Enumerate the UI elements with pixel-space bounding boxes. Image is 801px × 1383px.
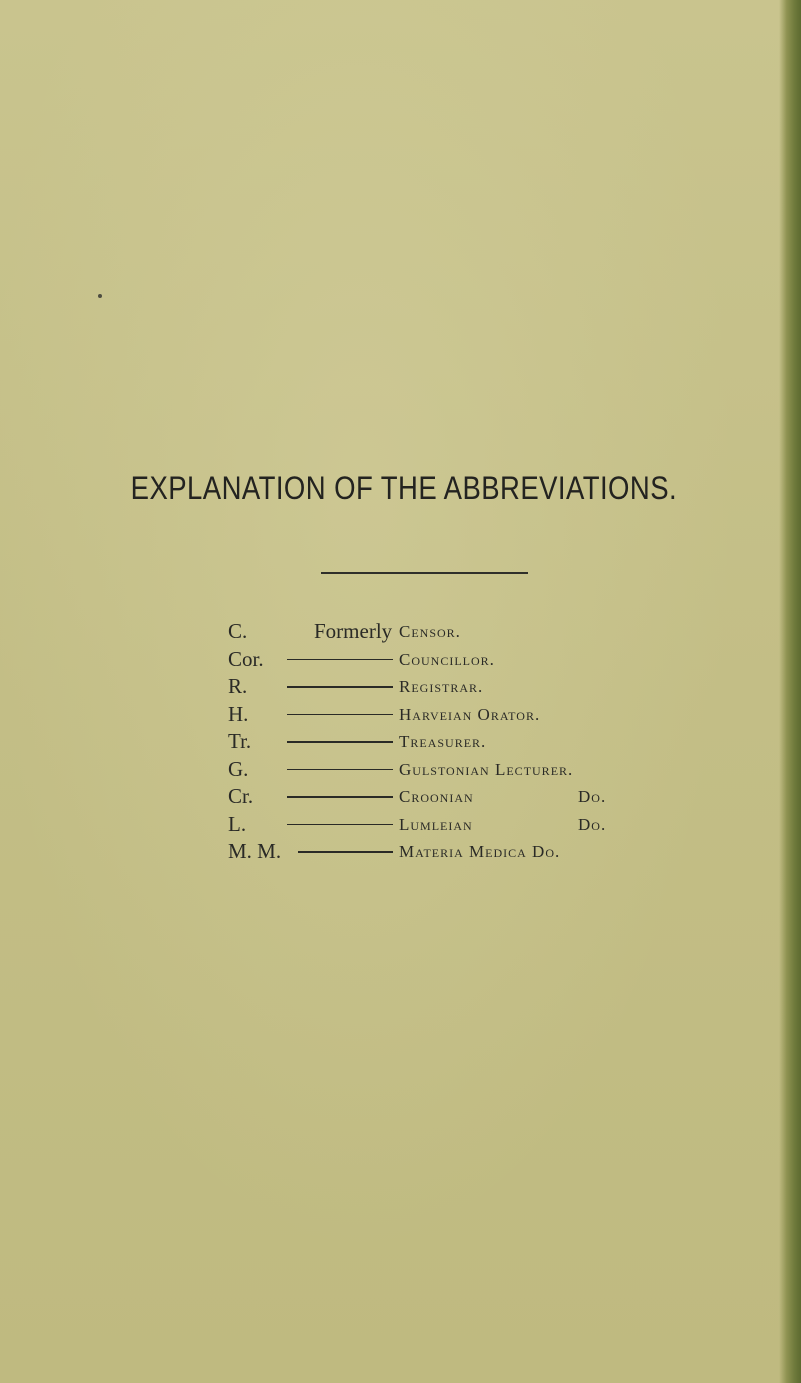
leader-dash bbox=[287, 659, 393, 661]
abbreviation: R. bbox=[228, 674, 248, 698]
abbreviation-row bbox=[228, 728, 688, 756]
abbreviation-meaning: Censor. bbox=[399, 622, 461, 641]
abbreviation-row bbox=[228, 838, 688, 866]
abbreviation: Cr. bbox=[228, 784, 254, 808]
leader-dash bbox=[287, 824, 393, 826]
abbreviation-row bbox=[228, 756, 688, 784]
abbreviation: G. bbox=[228, 756, 249, 781]
abbreviation-meaning: Lumleian bbox=[399, 814, 473, 834]
abbreviation-meaning: Gulstonian Lecturer. bbox=[399, 759, 574, 779]
abbreviation: M. M. bbox=[228, 839, 282, 863]
formerly-label: Formerly bbox=[314, 619, 393, 643]
abbreviation-row bbox=[228, 811, 688, 839]
abbreviation-row bbox=[228, 673, 688, 701]
title-rule bbox=[321, 572, 528, 574]
page-title: EXPLANATION OF THE ABBREVIATIONS. bbox=[130, 470, 678, 506]
ditto-mark: Do. bbox=[578, 787, 607, 806]
abbreviation-meaning: Registrar. bbox=[399, 677, 484, 696]
abbreviation-row bbox=[228, 646, 688, 674]
abbreviation-row bbox=[228, 618, 688, 646]
abbreviation-meaning: Harveian Orator. bbox=[399, 704, 541, 724]
page-edge-shadow bbox=[779, 0, 801, 1383]
leader-dash bbox=[287, 741, 393, 743]
abbreviation-meaning: Materia Medica Do. bbox=[399, 842, 561, 861]
abbreviation: C. bbox=[228, 619, 248, 643]
abbreviation-meaning: Treasurer. bbox=[399, 732, 487, 751]
leader-dash bbox=[287, 769, 393, 771]
leader-dash bbox=[298, 851, 393, 853]
ink-speck bbox=[98, 294, 102, 298]
abbreviations-table bbox=[228, 618, 688, 866]
abbreviation-row bbox=[228, 783, 688, 811]
leader-dash bbox=[287, 714, 393, 716]
abbreviation-row bbox=[228, 701, 688, 729]
abbreviation-meaning: Councillor. bbox=[399, 649, 495, 669]
leader-dash bbox=[287, 686, 393, 688]
abbreviation-meaning: Croonian bbox=[399, 787, 474, 806]
ditto-mark: Do. bbox=[578, 814, 607, 834]
abbreviation: H. bbox=[228, 701, 249, 726]
leader-dash bbox=[287, 796, 393, 798]
abbreviation: L. bbox=[228, 811, 247, 836]
abbreviation: Cor. bbox=[228, 646, 264, 671]
abbreviation: Tr. bbox=[228, 729, 252, 753]
